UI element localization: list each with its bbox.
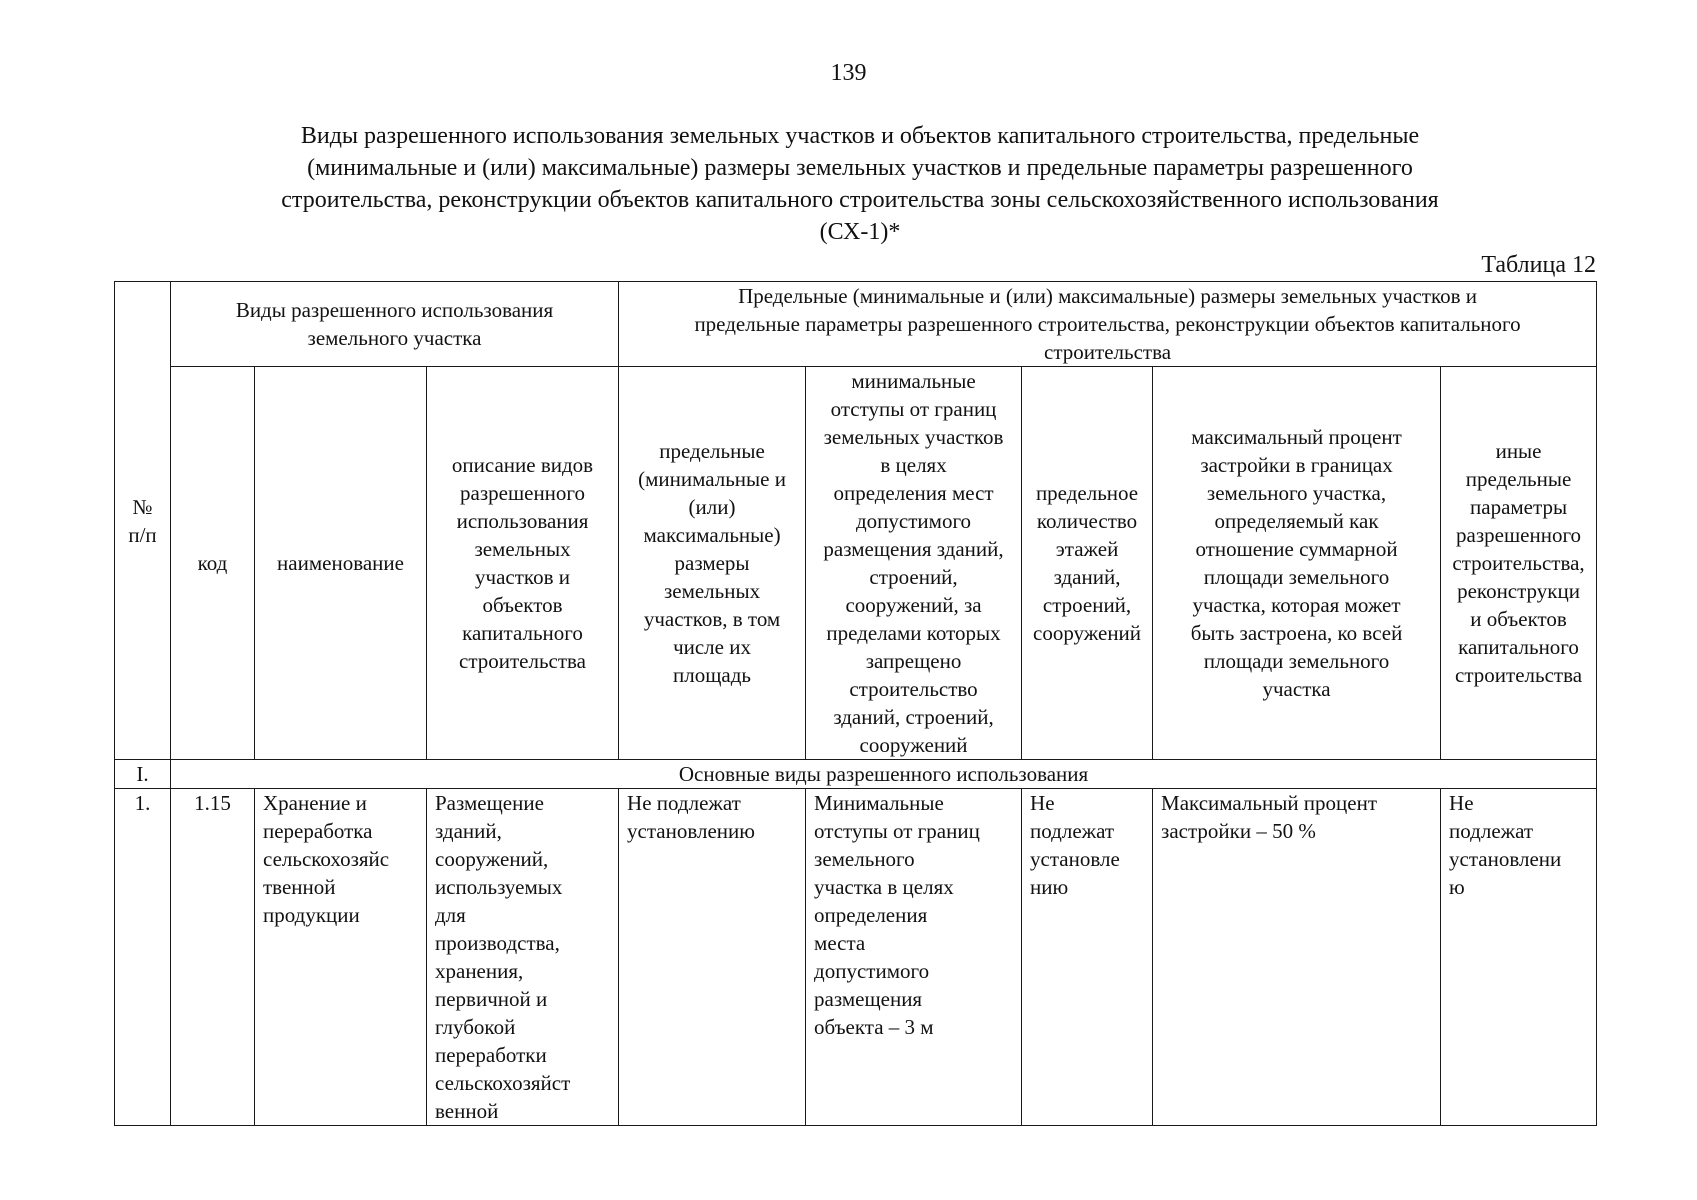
row-plot-size: Не подлежат установлению (619, 789, 806, 1126)
row-other-params: Не подлежат установлени ю (1441, 789, 1597, 1126)
row-code: 1.15 (171, 789, 255, 1126)
header-description: описание видов разрешенного использования земельных участков и объектов капитального строительства (427, 367, 619, 760)
table-row (115, 789, 1597, 1126)
row-floors: Не подлежат установле нию (1022, 789, 1153, 1126)
header-name: наименование (255, 367, 427, 760)
section-num: I. (115, 760, 171, 789)
header-group-limits: Предельные (минимальные и (или) максимальные) размеры земельных участков и предельные параметры разрешенного строительства, реконструкции объектов капитального строительства (619, 282, 1597, 367)
title-line: строительства, реконструкции объектов капитального строительства зоны сельскохозяйственного использования (281, 187, 1439, 213)
header-floors: предельное количество этажей зданий, строений, сооружений (1022, 367, 1153, 760)
row-num: 1. (115, 789, 171, 1126)
header-num: № п/п (115, 282, 171, 760)
zoning-table (114, 281, 1597, 1126)
title-line: (СХ-1)* (819, 219, 901, 245)
section-row (115, 760, 1597, 789)
page-number: 139 (830, 60, 867, 86)
table-caption: Таблица 12 (1481, 252, 1596, 278)
header-coverage: максимальный процент застройки в границах земельного участка, определяемый как отношение суммарной площади земельного участка, которая может быть застроена, ко всей площади земельного участка (1153, 367, 1441, 760)
row-description: Размещение зданий, сооружений, используемых для производства, хранения, первичной и глубокой переработки сельскохозяйст венной (427, 789, 619, 1126)
section-title: Основные виды разрешенного использования (171, 760, 1597, 789)
header-setbacks: минимальные отступы от границ земельных участков в целях определения мест допустимого размещения зданий, строений, сооружений, за пределами которых запрещено строительство зданий, строений, сооружений (806, 367, 1022, 760)
title-line: (минимальные и (или) максимальные) размеры земельных участков и предельные параметры разрешенного (307, 155, 1413, 181)
header-plot-size: предельные (минимальные и (или) максимальные) размеры земельных участков, в том числе их площадь (619, 367, 806, 760)
document-title (140, 120, 1580, 248)
row-name: Хранение и переработка сельскохозяйс твенной продукции (255, 789, 427, 1126)
row-coverage: Максимальный процент застройки – 50 % (1153, 789, 1441, 1126)
header-code: код (171, 367, 255, 760)
header-group-permitted-use: Виды разрешенного использования земельного участка (171, 282, 619, 367)
row-setbacks: Минимальные отступы от границ земельного участка в целях определения места допустимого размещения объекта – 3 м (806, 789, 1022, 1126)
title-line: Виды разрешенного использования земельных участков и объектов капитального строительства, предельные (300, 123, 1420, 149)
header-other-params: иные предельные параметры разрешенного строительства, реконструкци и объектов капитального строительства (1441, 367, 1597, 760)
